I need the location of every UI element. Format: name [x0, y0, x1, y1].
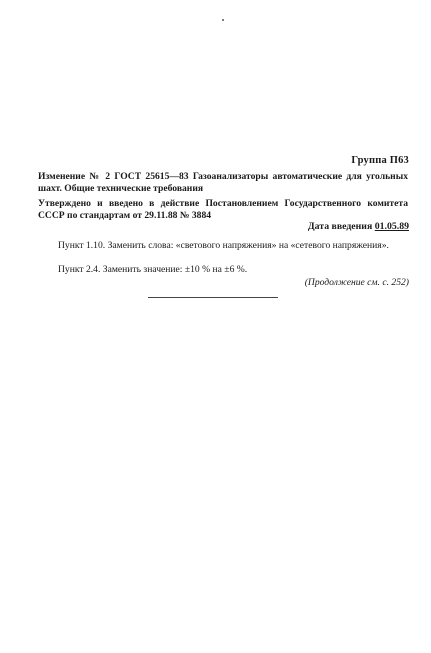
scan-speck — [222, 19, 224, 21]
effective-date-label: Дата введения — [307, 221, 375, 232]
group-code: Группа П63 — [351, 155, 409, 166]
paragraph-item-2-4: Пункт 2.4. Заменить значение: ±10 % на ±6 %. — [58, 264, 248, 275]
effective-date — [308, 221, 409, 232]
effective-date-value: 01.05.89 — [374, 221, 409, 232]
approval-statement: Утверждено и введено в действие Постановлением Государственного комитета СССР по стандартам от 29.11.88 № 3884 — [38, 198, 408, 221]
section-divider — [148, 297, 278, 298]
amendment-title: Изменение № 2 ГОСТ 25615—83 Газоанализаторы автоматические для угольных шахт. Общие технические требования — [38, 171, 408, 194]
continuation-note: (Продолжение см. с. 252) — [304, 277, 409, 288]
paragraph-item-1-10: Пункт 1.10. Заменить слова: «светового напряжения» на «сетевого напряжения». — [58, 240, 389, 251]
